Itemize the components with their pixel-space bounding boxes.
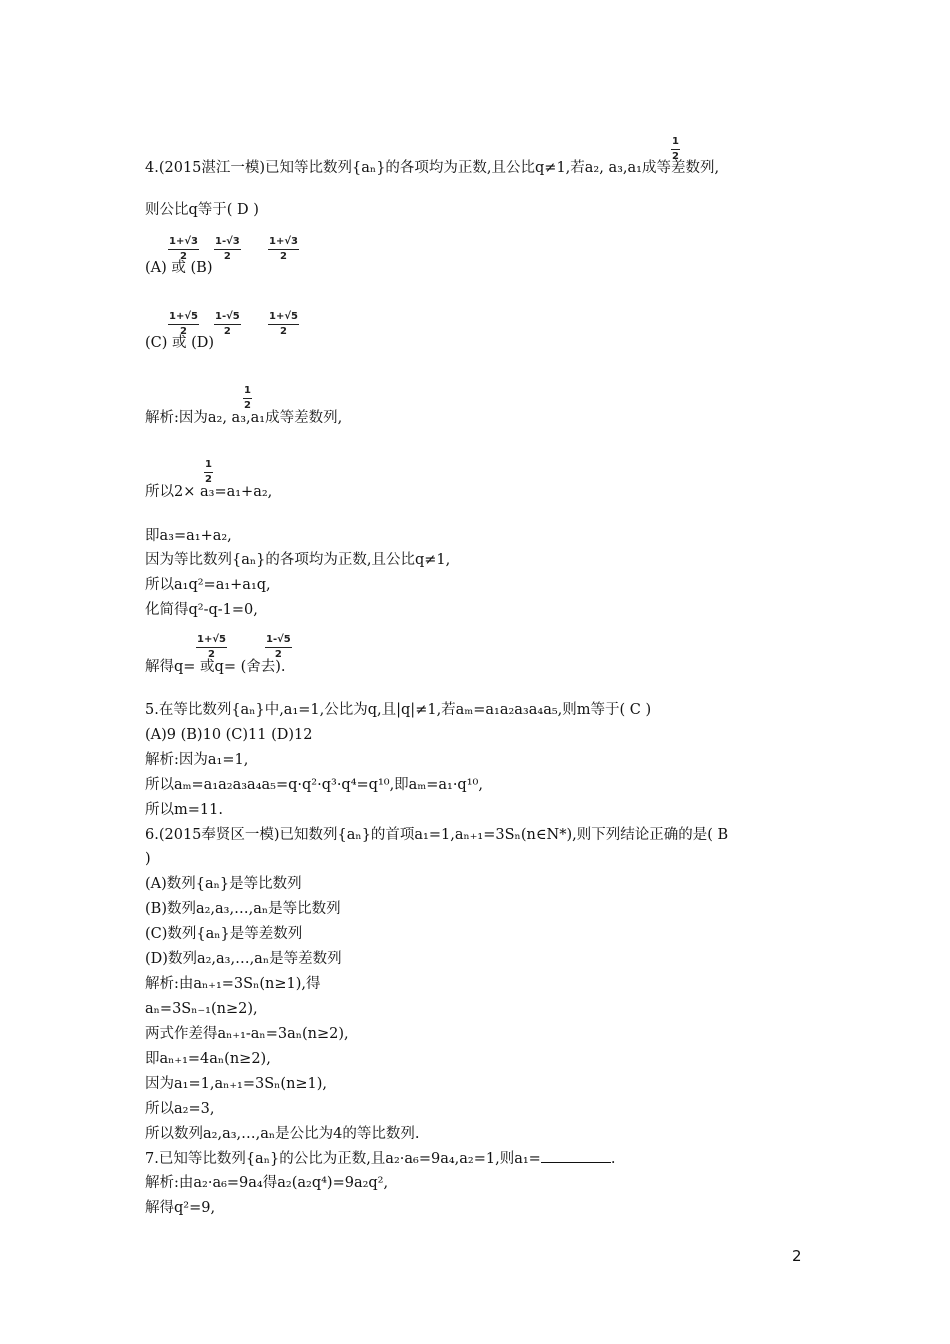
q4-solution-4: 因为等比数列{aₙ}的各项均为正数,且公比q≠1, <box>145 552 451 568</box>
q5-solution-1: 解析:因为a₁=1, <box>145 752 249 768</box>
q6-stem-2: ) <box>145 851 151 867</box>
fraction-b: 1+√3 2 <box>269 236 298 262</box>
answer-blank <box>541 1152 611 1163</box>
q6-solution-6: 所以a₂=3, <box>145 1101 215 1117</box>
q5-options: (A)9 (B)10 (C)11 (D)12 <box>145 727 313 743</box>
q6-option-d: (D)数列a₂,a₃,…,aₙ是等差数列 <box>145 951 342 967</box>
fraction-half: 1 2 <box>672 136 679 162</box>
q6-option-a: (A)数列{aₙ}是等比数列 <box>145 876 302 892</box>
q4-solution-3: 即a₃=a₁+a₂, <box>145 528 232 544</box>
q5-solution-3: 所以m=11. <box>145 802 223 818</box>
q6-solution-4: 即aₙ₊₁=4aₙ(n≥2), <box>145 1051 271 1067</box>
q4-solution-5: 所以a₁q²=a₁+a₁q, <box>145 577 271 593</box>
q4-solution-6: 化简得q²-q-1=0, <box>145 602 258 618</box>
page-number: 2 <box>792 1247 802 1265</box>
q4-solution-2: 所以2× a₃=a₁+a₂, <box>145 484 273 500</box>
fraction-half: 1 2 <box>244 385 251 411</box>
q6-solution-1: 解析:由aₙ₊₁=3Sₙ(n≥1),得 <box>145 976 321 992</box>
fraction-root2: 1-√5 2 <box>266 634 291 660</box>
q4-solution-7: 解得q= 或q= (舍去). <box>145 659 286 675</box>
q5-stem: 5.在等比数列{aₙ}中,a₁=1,公比为q,且|q|≠1,若aₘ=a₁a₂a₃a₄a₅,则m等于( C ) <box>145 702 652 718</box>
q4-options-ab: (A) 或 (B) <box>145 260 213 276</box>
q5-solution-2: 所以aₘ=a₁a₂a₃a₄a₅=q·q²·q³·q⁴=q¹⁰,即aₘ=a₁·q¹⁰, <box>145 777 483 793</box>
fraction-a1: 1+√3 2 <box>169 236 198 262</box>
fraction-c1: 1+√5 2 <box>169 311 198 337</box>
fraction-root1: 1+√5 2 <box>197 634 226 660</box>
fraction-c2: 1-√5 2 <box>215 311 240 337</box>
fraction-a2: 1-√3 2 <box>215 236 240 262</box>
q6-solution-7: 所以数列a₂,a₃,…,aₙ是公比为4的等比数列. <box>145 1126 420 1142</box>
q6-option-c: (C)数列{aₙ}是等差数列 <box>145 926 303 942</box>
q6-solution-5: 因为a₁=1,aₙ₊₁=3Sₙ(n≥1), <box>145 1076 328 1092</box>
q4-solution-1: 解析:因为a₂, a₃,a₁成等差数列, <box>145 410 343 426</box>
q6-option-b: (B)数列a₂,a₃,…,aₙ是等比数列 <box>145 901 341 917</box>
fraction-d: 1+√5 2 <box>269 311 298 337</box>
q4-stem-2: 则公比q等于( D ) <box>145 202 259 218</box>
q6-solution-2: aₙ=3Sₙ₋₁(n≥2), <box>145 1001 258 1017</box>
q7-stem: 7.已知等比数列{aₙ}的公比为正数,且a₂·a₆=9a₄,a₂=1,则a₁= . <box>145 1151 616 1167</box>
q6-stem: 6.(2015奉贤区一模)已知数列{aₙ}的首项a₁=1,aₙ₊₁=3Sₙ(n∈N*),则下列结论正确的是( B <box>145 827 729 843</box>
q4-stem: 4.(2015湛江一模)已知等比数列{aₙ}的各项均为正数,且公比q≠1,若a₂, a₃,a₁成等差数列, <box>145 160 720 176</box>
q6-solution-3: 两式作差得aₙ₊₁-aₙ=3aₙ(n≥2), <box>145 1026 349 1042</box>
q4-options-cd: (C) 或 (D) <box>145 335 215 351</box>
fraction-half: 1 2 <box>205 459 212 485</box>
q7-solution-2: 解得q²=9, <box>145 1200 216 1216</box>
q7-solution-1: 解析:由a₂·a₆=9a₄得a₂(a₂q⁴)=9a₂q², <box>145 1175 389 1191</box>
